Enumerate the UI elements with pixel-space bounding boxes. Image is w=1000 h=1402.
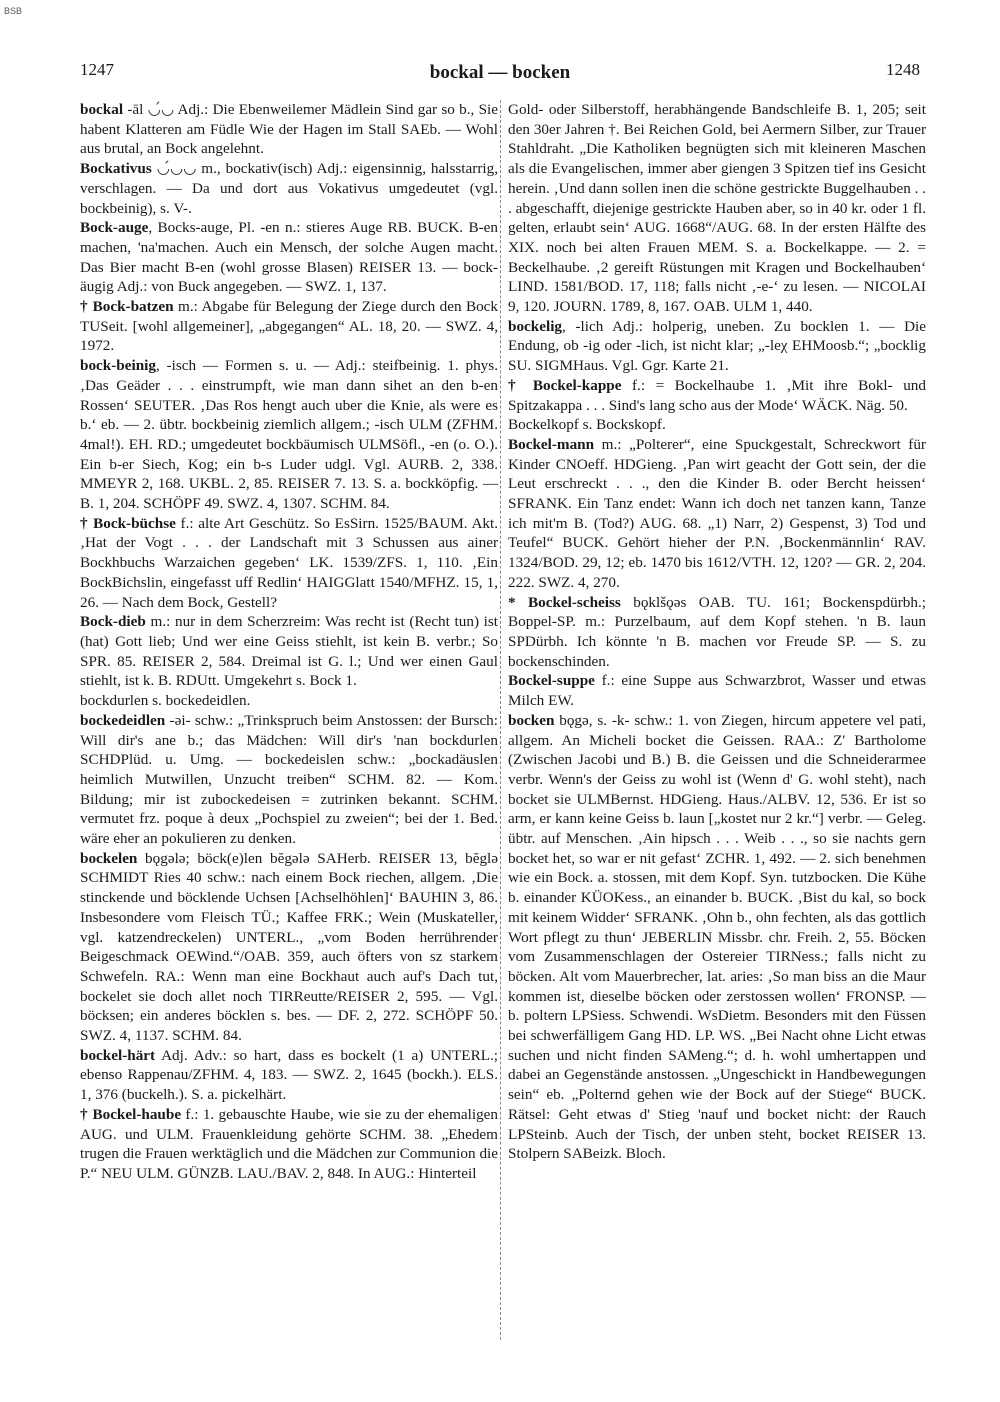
entry-text: bǫklšǫəs OAB. TU. 161; Bockenspdürbh.; Boppel-SP. m.: Purzelbaum, auf dem Kopf stehen. 'n B. laun SPDürbh. Ich könnte 'n B. machen vor Freude SP. — S. zu bockenschinden. xyxy=(508,593,927,670)
entry xyxy=(80,100,498,159)
headword: † Bock-büchse xyxy=(80,514,176,532)
headword: bockal xyxy=(80,101,124,118)
entry xyxy=(508,317,926,376)
entry-text: , -isch — Formen s. u. — Adj.: steifbeinig. 1. phys. ‚Das Geäder . . . einstrumpft, wie man dann sihet an den b-en Rossen‘ SEUTER. ‚Das Ros hengt auch uber die Knie, als were es b.‘ eb. — 2. übtr. bockbeinig ziemlich allgem.; -isch ULM (ZFHM. 4mal!). EH. RD.; umgedeutet bockbäumisch ULMSöfl., -en (o. O.). Ein b-er Siech, Kog; ein b-s Luder udgl. Vgl. AURB. 2, 338. MMEYR 2, 168. UKBL. 2, 85. REISER 7. 13. S. a. bockköpfig. — B. 1, 204. SCHÖPF 49. SWZ. 4, 1307. SCHM. 84. xyxy=(80,357,498,513)
headword: Bockel-suppe xyxy=(508,672,595,690)
entry-text: bǫgə, s. -k- schw.: 1. von Ziegen, hircum appetere vel pati, allgem. An Micheli bocket die Geissen. RAA.: Z' Bartholome (Zwischen Jacobi und B.) B. die Geissen und die Schneiderarmee verbr. Wenn's der Geiss zu wohl ist (Wenn d' G. wohl steht), nach bocket sie ULMBernst. HDGieng. Haus./ALBV. 12, 536. Er ist so arm, er kann keine Geiss b. laun [„kostet nur 2 kr.“] verbr. — Geleg. übtr. auf Menschen. ‚Ain hipsch . . . Weib . . ., so sie nachts gern bocket het, so war er nit gefast‘ ZCHR. 1, 492. — 2. sich benehmen wie ein Bock. a. stossen, mit dem Kopf. Syn. tutzbocken. Die Kühe b. einander KÜOKess., an einander b. BUCK. ‚Bist du kal, so bock mit keinem Widder‘ SFRANK. ‚Ohn b., ohn fechten, als das gottlich Wort pflegt zu thun‘ JEBERLIN Missbr. chr. Freih. 2, 55. Böcken vom Zusammenschlagen der Ostereier TIRNess.; falls nicht zu böcken. Alt vom Mauerbrecher, lat. aries: ‚So man biss an die Maur kommen ist, dieselbe böcken oder zerstossen wollen‘ FRONSP. — b. poltern LPSiess. Schwendi. WsDietm. Besonders mit den Füssen bei schwerfälligem Gang HD. LP. WS. „Bei Nacht ohne Licht etwas suchen und nicht finden SAMeng.“; d. h. wohl umhertappen und dabei an Gegenstände anstossen. „Ungeschickt in Handbewegungen sein“ eb. „Polternd gehen wie der Bock auf der Stiege“ BUCK. Rätsel: Geht etwas d' Stieg 'nauf und bocket nicht: der Rauch LPSteinb. Auch der Tisch, der unben steht, bocket REISER 13. Stolpern SABeizk. Bloch. xyxy=(508,711,927,1163)
entry xyxy=(80,711,498,849)
entry-text: m.: nur in dem Scherzreim: Was recht ist (Recht tun) ist (hat) Gott lieb; Und wer eine Geiss stiehlt, ist kein B. verbr.; So SPR. 85. REISER 2, 584. Dreimal ist G. l.; Und wer einen Gaul stiehlt, ist k. B. RDUtt. Umgekehrt s. Bock 1. xyxy=(80,613,499,690)
entry-text: -əi- schw.: „Trinkspruch beim Anstossen: der Bursch: Will dir's ane b.; das Mädchen: Will dir's 'nan bockdurlen SCHDPlüd. u. Umg. — bockedeislen schw.: „bockadäuslen heimlich Mutwillen, Unzucht treiben“ SCHM. 82. — Kom. Bildung; mir ist zubockedeisen = zutrinken bekannt. SCHM. vermutet frz. poque à deux „Pochspiel zu zweien“; bei der 1. Bed. wäre eher an pokulieren zu denken. xyxy=(80,711,498,848)
headword: Bock-auge xyxy=(80,219,149,237)
headword: bocken xyxy=(508,711,555,729)
entry-text: m.: „Polterer“, eine Spuckgestalt, Schreckwort für Kinder CNOeff. HDGieng. ‚Pan wirt geacht der Gott sein, der die Leut erschreckt . . ., den die Kinder B. oder Bercht heissen‘ SFRANK. Ein Tanz endet: Wann ich doch net tanzen kann, Tanze ich mit'm B. (Tod?) AUG. 68. „1) Narr, 2) Gespenst, 3) Tod und Teufel“ BUCK. Gehört hieher der P.N. ‚Bockenmännlin‘ RAV. 1324/BOD. 29, 12; eb. 1470 bis 1612/VTH. 12, 120? — GR. 2, 204. 222. SWZ. 4, 270. xyxy=(508,435,926,591)
library-watermark: BSB xyxy=(4,6,23,16)
headword: † Bockel-kappe xyxy=(508,376,622,394)
page-number-right: 1248 xyxy=(886,60,920,79)
headword: Bockativus xyxy=(80,160,152,178)
entry xyxy=(80,849,498,1046)
entry xyxy=(508,435,926,593)
entry-text: f.: 1. gebauschte Haube, wie sie zu der ehemaligen AUG. und ULM. Frauenkleidung gehörte SCHM. 38. „Ehedem trugen die Frauen werktäglich und die Mädchen zur Communion die P.“ NEU ULM. GÜNZB. LAU./BAV. 2, 848. In AUG.: Hinterteil xyxy=(80,1105,498,1182)
column-divider xyxy=(500,100,502,1340)
headword: † Bockel-haube xyxy=(80,1105,182,1123)
entry xyxy=(80,356,498,514)
entry-text: ◡́◡◡ m., bockativ(isch) Adj.: eigensinnig, halsstarrig, verschlagen. — Da und dort aus Vokativus umgedeutet (vgl. bockbeinig), s. V-. xyxy=(80,160,498,217)
entry xyxy=(508,415,926,435)
entry xyxy=(508,376,926,415)
running-title: bockal — bocken xyxy=(429,62,571,83)
entry xyxy=(80,159,498,218)
entry-text: bockdurlen s. bockedeidlen. xyxy=(80,692,251,710)
entry-text: -āl ◡́◡ Adj.: Die Ebenweilemer Mädlein Sind gar so b., Sie habent Klatteren am Füdle Wie der Hagen im Stall SAEb. — Wohl aus brutal, an Bock angelehnt. xyxy=(80,101,498,158)
right-column xyxy=(508,100,926,1164)
entry-text: , Bocks-auge, Pl. -en n.: stieres Auge RB. BUCK. B-en machen, 'na'machen. Auch ein Mensch, der solche Augen macht. Das Bier macht B-en (wohl grosse Blasen) REISER 13. — bock-äugig Adj.: von Buck angegeben. — SWZ. 1, 137. xyxy=(80,219,498,296)
entry-text: m.: Abgabe für Belegung der Ziege durch den Bock TUSeit. [wohl allgemeiner], „abgegangen“ AL. 18, 20. — SWZ. 4, 1972. xyxy=(80,298,499,355)
entry-text: , -lich Adj.: holperig, uneben. Zu bocklen 1. — Die Endung, ob -ig oder -lich, ist nicht klar; „-leχ EHMoosb.“; „bocklig SU. SIGMHaus. Vgl. Ggr. Karte 21. xyxy=(508,317,926,375)
headword: Bock-dieb xyxy=(80,613,146,631)
entry xyxy=(508,593,926,672)
entry-text: Adj. Adv.: so hart, dass es bockelt (1 a) UNTERL.; ebenso Rappenau/ZFHM. 4, 183. — SWZ. 2, 1645 (bockh.). ELS. 1, 376 (buckelh.). S. a. pickelhärt. xyxy=(80,1046,498,1104)
entry xyxy=(80,297,498,356)
headword: † Bock-batzen xyxy=(80,298,174,316)
headword: * Bockel-scheiss xyxy=(508,593,621,611)
entry xyxy=(80,514,498,613)
entry xyxy=(508,100,926,317)
entry-text: Bockelkopf s. Bockskopf. xyxy=(508,416,666,434)
page-number-left: 1247 xyxy=(80,60,114,79)
entry xyxy=(80,1105,498,1184)
left-column xyxy=(80,100,498,1184)
entry xyxy=(508,711,926,1164)
entry-text: bǫgələ; böck(e)len bĕgələ SAHerb. REISER 13, bĕglə SCHMIDT Ries 40 schw.: nach einem Bock riechen, allgem. ‚Die stinckende und böcklende Uchsen [Achselhöhlen]‘ BAUHIN 3, 86. Insbesondere vom Fleisch TÜ.; Kaffee FRK.; Wein (Muskateller, vgl. katzendreckelen) UNTERL., „vom Boden herrührender Beigeschmack OEWind.“/OAB. 359, auch öfters von sz starkem Schwefeln. RA.: Wenn man eine Bockhaut auch auf's Dach tut, bockelet sie doch allet noch TIRReutte/REISER 2, 595. — Vgl. böcksen; ein anderes böcklen s. bes. — DF. 2, 272. SCHÖPF 50. SWZ. 4, 1137. SCHM. 84. xyxy=(80,849,498,1045)
headword: bock-beinig xyxy=(80,357,156,375)
entry-text: Gold- oder Silberstoff, herabhängende Bandschleife B. 1, 205; seit den 30er Jahren †. Bei Reichen Gold, bei Aermern Silber, zur Trauer Stahldraht. „Die Katholiken begnügten sich mit kleineren Maschen als die Evangelischen, immer aber giengen 3 Spitzen tief ins Gesicht herein. ‚Und dann sollen inen die schöne gestrickte Buggelhauben . . . abgeschafft, diejenige gestrickte Hauben aber, so in 40 kr. oder 1 fl. gelten, erlaubt sein‘ AUG. 1668“/AUG. 68. In der ersten Hälfte des XIX. noch bei alten Frauen MEM. S. a. Bockelkappe. — 2. = Beckelhaube. ‚2 gereift Rüstungen mit Kragen und Bockelhauben‘ LIND. 1581/BOD. 17, 118; falls nicht ‚-e-‘ zu lesen. — NICOLAI 9, 120. JOURN. 1789, 8, 167. OAB. ULM 1, 440. xyxy=(508,101,926,316)
headword: bockedeidlen xyxy=(80,711,166,729)
headword: Bockel-mann xyxy=(508,435,595,453)
entry xyxy=(80,691,498,711)
headword: bockelen xyxy=(80,849,138,867)
entry-text: f.: = Bockelhaube 1. ‚Mit ihre Bokl- und Spitzakappa . . . Sind's lang scho aus der Mode‘ WÄCK. Näg. 50. xyxy=(508,376,926,414)
headword: bockel-härt xyxy=(80,1046,156,1064)
headword: bockelig xyxy=(508,317,563,335)
entry xyxy=(80,218,498,297)
entry xyxy=(80,1046,498,1105)
entry xyxy=(508,671,926,710)
entry xyxy=(80,612,498,691)
entry-text: f.: eine Suppe aus Schwarzbrot, Wasser und etwas Milch EW. xyxy=(508,672,926,710)
entry-text: f.: alte Art Geschütz. So EsSirn. 1525/BAUM. Akt. ‚Hat der Vogt . . . der Landschaft mit 3 Schussen aus ainer Bockhbuchs Warzaichen gegeben‘ LK. 1539/ZFS. 1, 110. ‚Ein BockBichslin, eingefasst uff Redlin‘ HAIGGlatt 1540/MFHZ. 15, 1, 26. — Nach dem Bock, Gestell? xyxy=(80,514,499,611)
